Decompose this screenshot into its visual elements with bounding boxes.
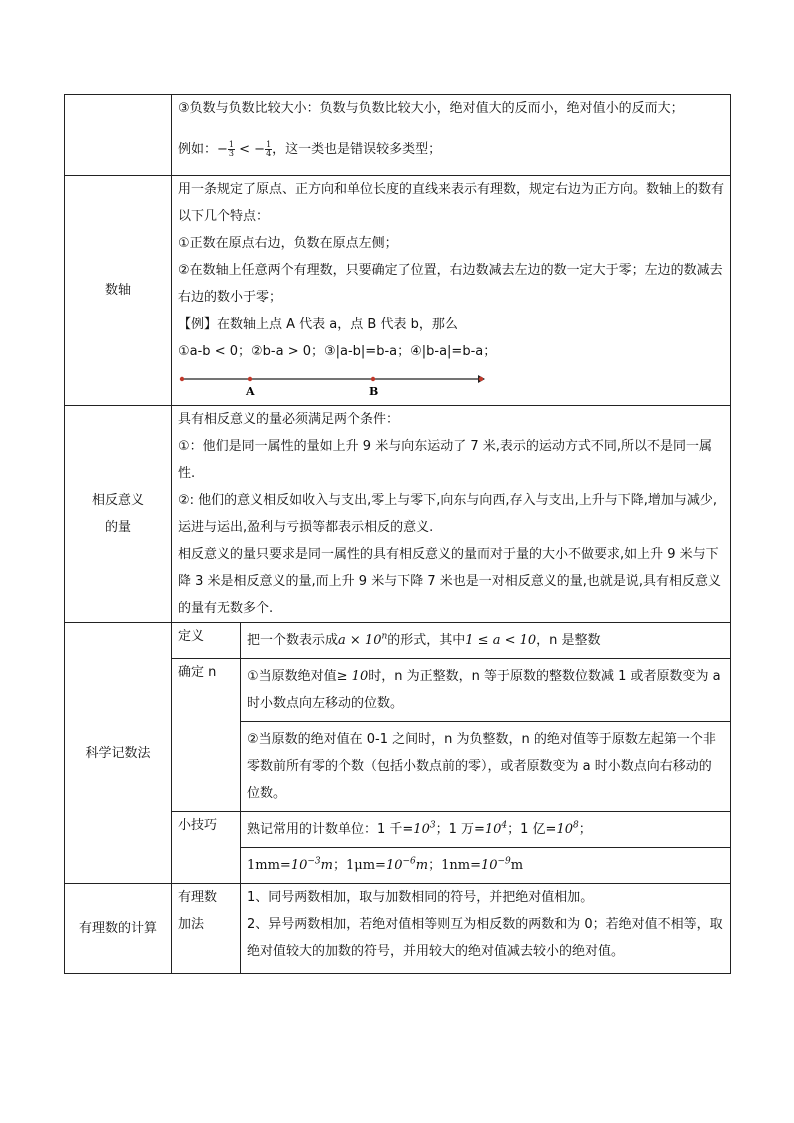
opposite-line-3: ②: 他们的意义相反如收入与支出,零上与零下,向东与向西,存入与支出,上升与下降,增加与减少,运进与运出,盈利与亏损等都表示相反的意义. [178, 493, 717, 535]
opposite-line-1: 具有相反意义的量必须满足两个条件： [178, 412, 400, 427]
rational-calc-heading: 有理数的计算 [65, 884, 172, 974]
number-line-left-end [180, 377, 184, 381]
sci-tips-label: 小技巧 [172, 812, 241, 884]
number-line-right-end [479, 377, 483, 381]
opposite-quantity-row [65, 406, 731, 623]
opposite-line-2: ①：他们是同一属性的量如上升 9 米与向东运动了 7 米,表示的运动方式不同,所以不是同一属性. [178, 439, 712, 481]
fraction-one-third: $\frac{1}{3}$ [228, 140, 235, 158]
compare-content [172, 95, 731, 176]
notes-table [64, 94, 731, 974]
compare-head-cell [65, 95, 172, 176]
sci-definition-label: 定义 [172, 623, 241, 659]
number-axis-row [65, 176, 731, 406]
compare-example: 例如：− $\frac{1}{3}$ < − $\frac{1}{4}$ ，这一类也是错误较多类型； [178, 140, 442, 158]
opposite-quantity-content [172, 406, 731, 623]
sci-definition-row [65, 623, 731, 659]
compare-row [65, 95, 731, 176]
point-b-dot [371, 377, 375, 381]
addition-rule-2: 2、异号两数相加，若绝对值相等则互为相反数的两数和为 0；若绝对值不相等，取绝对值较大的加数的符号，并用较大的绝对值减去较小的绝对值。 [247, 917, 723, 959]
point-b-label: B [369, 385, 379, 398]
compare-rule: ③负数与负数比较大小：负数与负数比较大小，绝对值大的反而小，绝对值小的反而大； [178, 101, 684, 116]
number-axis-content [172, 176, 731, 406]
sci-definition-content: 把一个数表示成$a \times 10^n$的形式，其中1 ≤ a < 10，n 是整数 [241, 623, 731, 659]
sci-tips-units: 熟记常用的计数单位：1 千$=10^3$；1 万$=10^4$；1 亿$=10^8$； [241, 812, 731, 848]
number-line-diagram [178, 371, 488, 399]
opposite-line-4: 相反意义的量只要求是同一属性的具有相反意义的量而对于量的大小不做要求,如上升 9 米与下降 3 米是相反意义的量,而上升 9 米与下降 7 米也是一对相反意义的量,也就是说,具有相反意义的量有无数多个. [178, 547, 722, 616]
fraction-one-fourth: $\frac{1}{4}$ [266, 140, 272, 158]
axis-line-4: 【例】在数轴上点 A 代表 a，点 B 代表 b，那么 [178, 317, 458, 332]
sci-n-rule-1: ①当原数绝对值≥ 10时，n 为正整数，n 等于原数的整数位数减 1 或者原数变为 a 时小数点向左移动的位数。 [241, 659, 731, 722]
axis-line-3: ②在数轴上任意两个有理数，只要确定了位置，右边数减去左边的数一定大于零；左边的数减去右边的数小于零； [178, 263, 723, 305]
point-a-dot [248, 377, 252, 381]
opposite-quantity-heading: 相反意义 的量 [65, 406, 172, 623]
axis-line-2: ①正数在原点右边，负数在原点左侧； [178, 236, 398, 251]
rational-addition-content [241, 884, 731, 974]
rational-addition-label: 有理数 加法 [172, 884, 241, 974]
point-a-label: A [246, 385, 255, 398]
sci-tips-lengths: $1mm=10^{-3}m$；$1\mu m=10^{-6}m$；$1nm=10^{-9}m$ [241, 848, 731, 884]
sci-n-rule-2: ②当原数的绝对值在 0-1 之间时，n 为负整数，n 的绝对值等于原数左起第一个非零数前所有零的个数（包括小数点前的零），或者原数变为 a 时小数点向右移动的位数。 [241, 722, 731, 812]
axis-line-1: 用一条规定了原点、正方向和单位长度的直线来表示有理数，规定右边为正方向。数轴上的数有以下几个特点： [178, 182, 725, 224]
axis-line-5: ①a-b < 0；②b-a > 0；③|a-b|=b-a；④|b-a|=b-a； [178, 344, 497, 359]
sci-notation-heading: 科学记数法 [65, 623, 172, 884]
rational-calc-row [65, 884, 731, 974]
sci-determine-n-label: 确定 n [172, 659, 241, 812]
addition-rule-1: 1、同号两数相加，取与加数相同的符号，并把绝对值相加。 [247, 890, 594, 905]
number-axis-heading: 数轴 [65, 176, 172, 406]
